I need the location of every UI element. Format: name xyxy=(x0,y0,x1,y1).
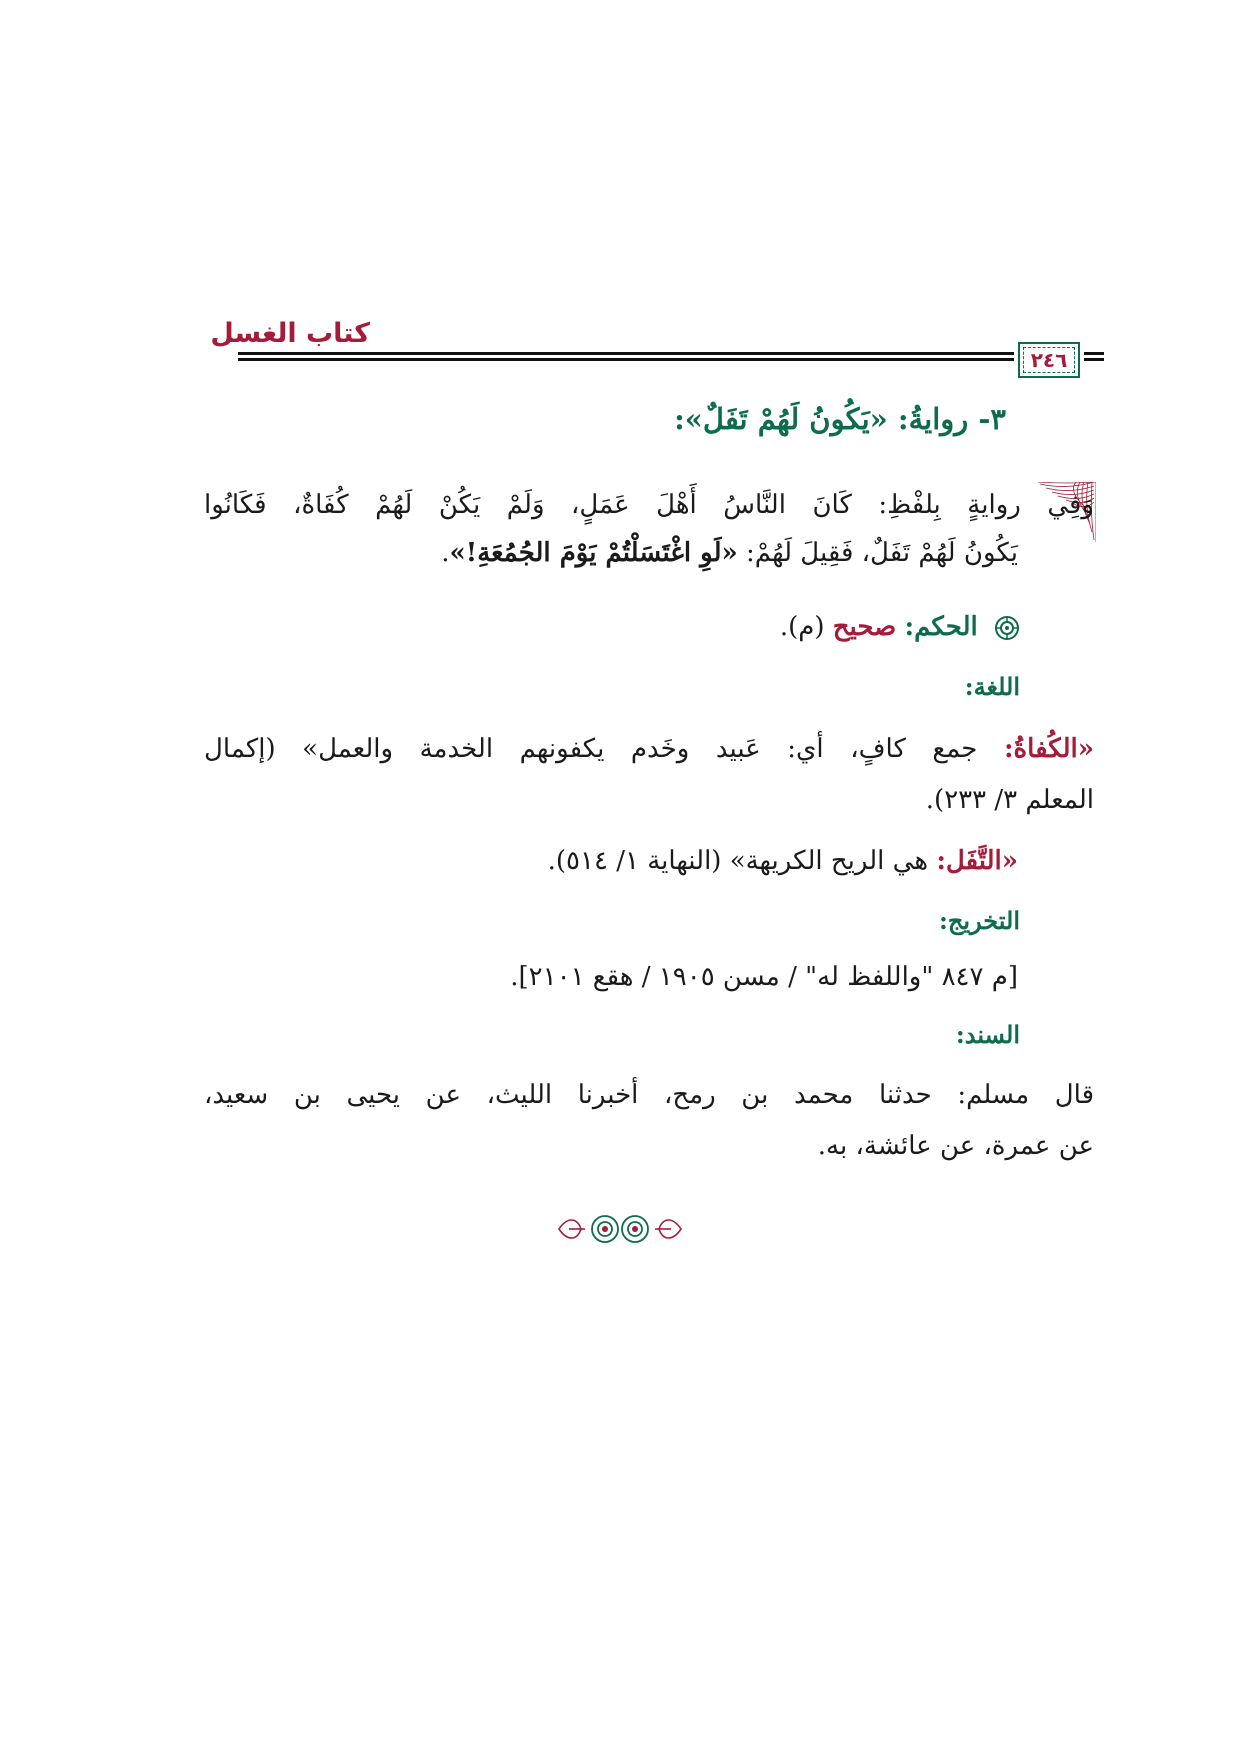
hadith-line-2 xyxy=(441,538,1018,568)
ending-ornament-icon xyxy=(555,1211,685,1247)
rosette-icon xyxy=(994,615,1020,641)
header-rule xyxy=(1084,352,1104,355)
language-heading: اللغة: xyxy=(964,672,1020,701)
language-entry-2 xyxy=(548,846,1018,876)
header-rule xyxy=(1084,358,1104,361)
sanad-line-2: عن عمرة، عن عائشة، به. xyxy=(817,1131,1094,1161)
ruling-source: (م). xyxy=(779,612,825,642)
sanad-line-1: قال مسلم: حدثنا محمد بن رمح، أخبرنا الليث، عن يحيى بن سعيد، xyxy=(204,1080,1094,1110)
language-term-2: «التَّفَل: xyxy=(936,846,1018,876)
language-term-1: «الكُفاةُ: xyxy=(1003,734,1094,764)
takhrij-text: [م ٨٤٧ "واللفظ له" / مسن ١٩٠٥ / هقع ٢١٠١]. xyxy=(510,962,1018,992)
header-rule xyxy=(238,358,1014,361)
hadith-line-2-start: يَكُونُ لَهُمْ تَفَلٌ، فَقِيلَ لَهُمْ: xyxy=(737,538,1018,568)
language-entry-1-line-2: المعلم ٣/ ٢٣٣). xyxy=(925,785,1094,815)
sanad-heading: السند: xyxy=(955,1020,1020,1049)
ruling-line xyxy=(780,612,1020,642)
ruling-value: صحيح xyxy=(832,612,897,642)
hadith-line-1: وَفِي روايةٍ بِلفْظِ: كَانَ النَّاسُ أَهْلَ عَمَلٍ، وَلَمْ يَكُنْ لَهُمْ كُفَاةٌ، فَكَانُوا xyxy=(204,490,1094,520)
takhrij-heading: التخريج: xyxy=(939,906,1020,935)
page-number-frame xyxy=(1018,342,1080,378)
book-title: كتاب الغسل xyxy=(210,318,370,349)
language-entry-1 xyxy=(204,734,1094,764)
section-heading: ٣- روايةُ: «يَكُونُ لَهُمْ تَفَلٌ»: xyxy=(674,402,1006,436)
hadith-line-2-end: . xyxy=(441,538,450,568)
page-number: ٢٤٦ xyxy=(1023,347,1075,373)
ruling-label: الحكم: xyxy=(904,612,978,642)
language-text-2: هي الريح الكريهة» (النهاية ١/ ٥١٤). xyxy=(547,846,937,876)
language-text-1: جمع كافٍ، أي: عَبيد وخَدم يكفونهم الخدمة والعمل» (إكمال xyxy=(204,734,1004,764)
hadith-quote: «لَوِ اغْتَسَلْتُمْ يَوْمَ الجُمُعَةِ!» xyxy=(449,538,738,568)
header-rule xyxy=(238,352,1014,355)
